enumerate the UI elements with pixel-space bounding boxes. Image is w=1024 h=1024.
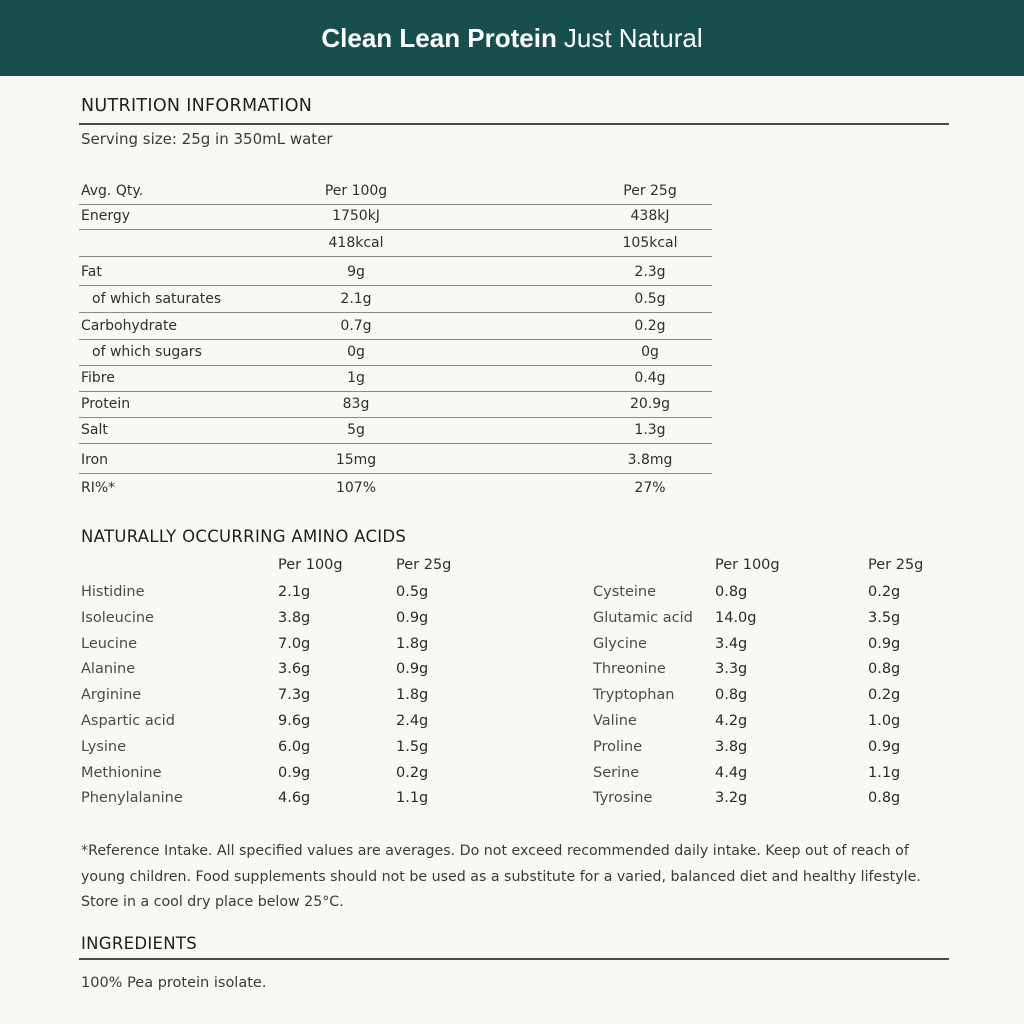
footnote: *Reference Intake. All specified values are averages. Do not exceed recommended daily intake. Keep out of reach of young children. Food supplements should not be used as a substitute for a varied, balanced diet and healthy lifestyle. Store in a cool dry place below 25°C. [81,843,921,910]
amino-per100: 3.8g [715,738,748,755]
row-label: Carbohydrate [81,318,178,334]
ingredients-title: INGREDIENTS [81,934,198,953]
amino-name: Histidine [81,584,145,600]
amino-name: Serine [593,764,640,781]
amino-left-header-per100: Per 100g [278,557,343,573]
row-per100: 0.7g [340,318,372,334]
amino-name: Glutamic acid [593,609,693,626]
amino-per25: 0.2g [868,584,901,600]
row-label: Energy [81,208,131,224]
amino-per25: 2.4g [396,713,429,729]
product-variant: Just Natural [563,22,703,53]
row-per100: 1g [347,370,365,386]
amino-name: Arginine [81,687,142,704]
row-per100: 5g [347,422,365,438]
amino-per100: 0.8g [715,584,748,600]
amino-per25: 0.9g [868,635,901,652]
amino-per100: 4.2g [715,713,748,729]
amino-per100: 9.6g [278,713,311,729]
amino-per25: 0.9g [868,738,901,755]
row-label: Salt [81,422,108,438]
amino-name: Threonine [593,661,666,678]
row-per25: 27% [634,480,666,496]
amino-left-header-per25: Per 25g [396,557,452,573]
amino-name: Methionine [81,764,162,781]
row-per25: 0.5g [634,291,666,307]
row-per25: 105kcal [622,235,678,251]
amino-name: Proline [593,738,643,755]
amino-per100: 3.6g [278,661,311,678]
amino-per100: 3.8g [278,609,311,626]
row-per100: 0g [347,344,365,360]
amino-name: Tyrosine [593,790,653,807]
amino-per100: 0.9g [278,764,311,781]
row-label: Fibre [81,370,115,386]
amino-right-header-per100: Per 100g [715,557,780,573]
amino-per100: 0.8g [715,687,748,704]
amino-per25: 1.5g [396,738,429,755]
row-per100: 9g [347,264,365,280]
amino-per100: 3.4g [715,635,748,652]
header-avg-qty: Avg. Qty. [81,183,144,199]
row-label: RI%* [81,480,116,496]
amino-per25: 0.9g [396,609,429,626]
amino-name: Valine [593,713,637,729]
amino-per25: 0.8g [868,661,901,678]
amino-name: Cysteine [593,584,657,600]
amino-per25: 0.9g [396,661,429,678]
amino-name: Isoleucine [81,609,154,626]
row-per100: 2.1g [340,291,372,307]
nutrition-title: NUTRITION INFORMATION [81,96,313,116]
header-per-25g: Per 25g [623,183,677,199]
amino-name: Tryptophan [593,687,675,704]
header-per-100g: Per 100g [324,183,388,199]
row-per25: 0.4g [634,370,666,386]
ingredients-text: 100% Pea protein isolate. [81,975,267,991]
amino-per25: 1.1g [868,764,901,781]
row-per25: 0g [641,344,659,360]
amino-right-header-per25: Per 25g [868,557,924,573]
row-per25: 3.8mg [627,452,673,468]
amino-per100: 7.3g [278,687,311,704]
amino-per100: 3.3g [715,661,748,678]
row-per25: 438kJ [630,208,670,224]
amino-per100: 4.6g [278,790,311,807]
ingredients-title-rule [79,958,949,960]
row-label: of which saturates [92,291,222,307]
row-per100: 1750kJ [332,208,380,224]
amino-per25: 0.5g [396,584,429,600]
amino-name: Lysine [81,738,127,755]
row-per100: 15mg [335,452,377,468]
amino-per25: 1.8g [396,687,429,704]
amino-per25: 3.5g [868,609,901,626]
amino-per100: 3.2g [715,790,748,807]
serving-size: Serving size: 25g in 350mL water [81,130,333,148]
amino-per25: 1.0g [868,713,901,729]
amino-per25: 1.8g [396,635,429,652]
row-per100: 83g [342,396,370,412]
row-per25: 1.3g [634,422,666,438]
amino-per100: 2.1g [278,584,311,600]
row-label: Fat [81,264,102,280]
amino-per25: 0.2g [396,764,429,781]
amino-name: Aspartic acid [81,713,175,729]
amino-name: Phenylalanine [81,790,183,807]
amino-per25: 0.8g [868,790,901,807]
amino-per100: 7.0g [278,635,311,652]
row-label: Protein [81,396,131,412]
row-per25: 0.2g [634,318,666,334]
amino-per100: 4.4g [715,764,748,781]
amino-per25: 0.2g [868,687,901,704]
row-per100: 107% [335,480,377,496]
amino-title: NATURALLY OCCURRING AMINO ACIDS [81,527,407,546]
row-label: Iron [81,452,109,468]
amino-per25: 1.1g [396,790,429,807]
amino-name: Glycine [593,635,647,652]
amino-name: Leucine [81,635,138,652]
amino-name: Alanine [81,661,136,678]
row-per25: 20.9g [629,396,671,412]
row-per25: 2.3g [634,264,666,280]
product-brand: Clean Lean Protein [321,22,557,53]
row-label: of which sugars [92,344,202,360]
row-per100: 418kcal [328,235,384,251]
amino-per100: 6.0g [278,738,311,755]
amino-per100: 14.0g [715,609,757,626]
